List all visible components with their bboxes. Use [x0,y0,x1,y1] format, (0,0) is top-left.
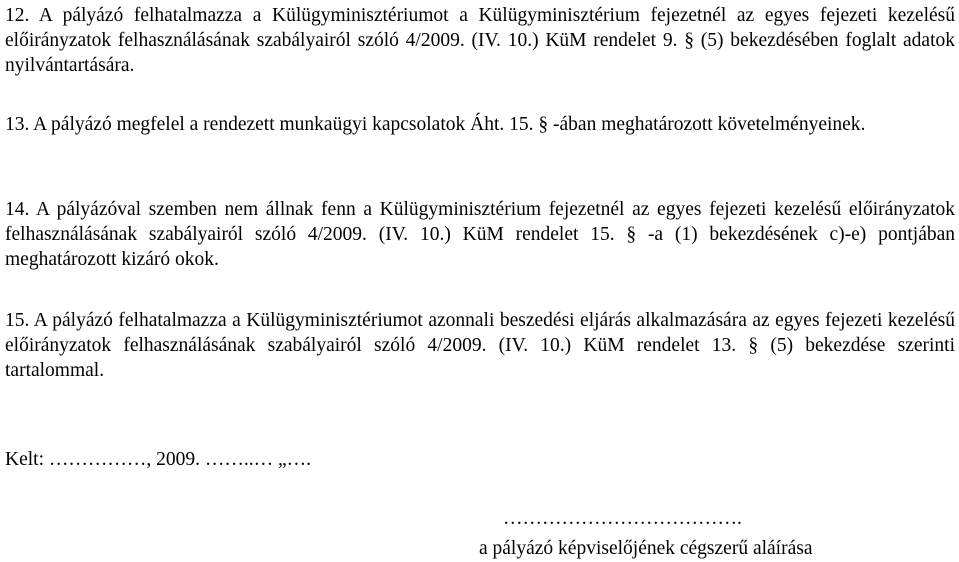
paragraph-12: 12. A pályázó felhatalmazza a Külügyminisztériumot a Külügyminisztérium fejezetnél az egyes fejezeti kezelésű előirányzatok felhasználásának szabályairól szóló 4/2009. (IV. 10.) KüM rendelet 9. § (5) bekezdésében foglalt adatok nyilvántartására. [5,5,955,76]
date-value: ……………, 2009. ……..… „…. [48,449,312,470]
paragraph-14: 14. A pályázóval szemben nem állnak fenn a Külügyminisztérium fejezetnél az egyes fejezeti kezelésű előirányzatok felhasználásának szabályairól szóló 4/2009. (IV. 10.) KüM rendelet 15. § -a (1) bekezdésének c)-e) pontjában meghatározott kizáró okok. [5,199,955,270]
signature-label: a pályázó képviselőjének cégszerű aláírása [479,538,813,559]
date-label: Kelt: [5,449,44,470]
paragraph-13: 13. A pályázó megfelel a rendezett munkaügyi kapcsolatok Áht. 15. § -ában meghatározott követelményeinek. [5,114,866,135]
paragraph-15: 15. A pályázó felhatalmazza a Külügyminisztériumot azonnali beszedési eljárás alkalmazására az egyes fejezeti kezelésű előirányzatok felhasználásának szabályairól szóló 4/2009. (IV. 10.) KüM rendelet 13. § (5) bekezdése szerinti tartalommal. [5,310,955,381]
date-line [5,447,311,472]
signature-line: ………………………………. [503,508,742,529]
